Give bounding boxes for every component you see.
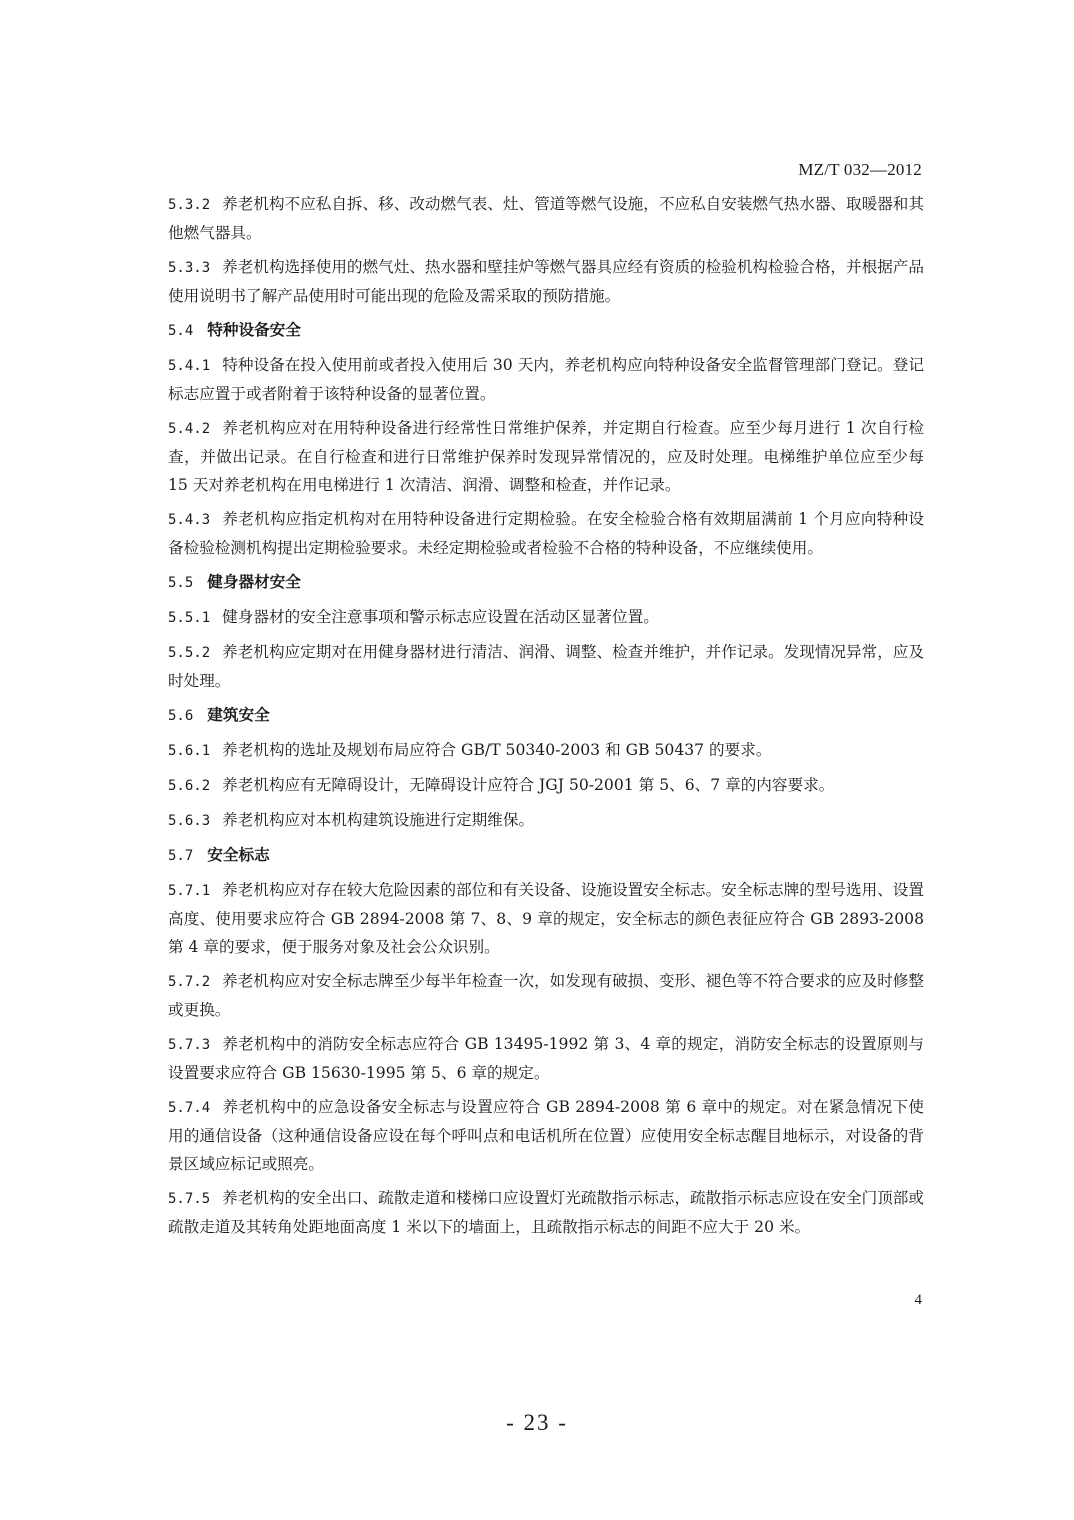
clause-number: 5.5.2 (168, 645, 211, 661)
section-number: 5.7 (168, 848, 194, 864)
section-title: 安全标志 (207, 845, 270, 864)
section-heading-5-6 (168, 701, 924, 730)
clause-number: 5.3.3 (168, 260, 211, 276)
clause-text: 养老机构的选址及规划布局应符合 GB/T 50340-2003 和 GB 50437 的要求。 (222, 741, 772, 759)
clause-5-7-4 (168, 1093, 924, 1178)
clause-text: 养老机构应有无障碍设计，无障碍设计应符合 JGJ 50-2001 第 5、6、7 章的内容要求。 (222, 776, 835, 794)
clause-5-6-2 (168, 771, 924, 800)
clause-text: 养老机构应对在用特种设备进行经常性日常维护保养，并定期自行检查。应至少每月进行 1 次自行检查，并做出记录。在自行检查和进行日常维护保养时发现异常情况的，应及时处理。电梯维护单位应至少每 15 天对养老机构在用电梯进行 1 次清洁、润滑、调整和检查，并作记录。 (168, 419, 924, 494)
clause-text: 养老机构应对安全标志牌至少每半年检查一次，如发现有破损、变形、褪色等不符合要求的应及时修整或更换。 (168, 972, 924, 1019)
section-heading-5-7 (168, 841, 924, 870)
clause-number: 5.6.3 (168, 813, 211, 829)
section-title: 建筑安全 (207, 705, 270, 724)
clause-5-3-3 (168, 253, 924, 310)
clause-5-3-2 (168, 190, 924, 247)
clause-5-6-3 (168, 806, 924, 835)
clause-5-5-1 (168, 603, 924, 632)
clause-text: 养老机构中的应急设备安全标志与设置应符合 GB 2894-2008 第 6 章中的规定。对在紧急情况下使用的通信设备（这种通信设备应设在每个呼叫点和电话机所在位置）应使用安全标志醒目地标示，对设备的背景区域应标记或照亮。 (168, 1098, 924, 1173)
clause-5-4-2 (168, 414, 924, 499)
clause-5-6-1 (168, 736, 924, 765)
section-number: 5.6 (168, 708, 194, 724)
sheet-number: - 23 - (506, 1410, 568, 1435)
clause-text: 养老机构应指定机构对在用特种设备进行定期检验。在安全检验合格有效期届满前 1 个月应向特种设备检验检测机构提出定期检验要求。未经定期检验或者检验不合格的特种设备，不应继续使用。 (168, 510, 924, 557)
clause-number: 5.7.5 (168, 1191, 211, 1207)
clause-number: 5.7.2 (168, 974, 211, 990)
document-code: MZ/T 032—2012 (798, 160, 922, 179)
page-number: 4 (914, 1292, 922, 1308)
clause-5-4-1 (168, 351, 924, 408)
clause-5-7-3 (168, 1030, 924, 1087)
section-title: 健身器材安全 (207, 572, 301, 591)
clause-text: 特种设备在投入使用前或者投入使用后 30 天内，养老机构应向特种设备安全监督管理部门登记。登记标志应置于或者附着于该特种设备的显著位置。 (168, 356, 924, 403)
clause-text: 养老机构选择使用的燃气灶、热水器和壁挂炉等燃气器具应经有资质的检验机构检验合格，并根据产品使用说明书了解产品使用时可能出现的危险及需采取的预防措施。 (168, 258, 924, 305)
clause-number: 5.7.1 (168, 883, 211, 899)
clause-number: 5.4.3 (168, 512, 211, 528)
clause-5-7-2 (168, 967, 924, 1024)
section-title: 特种设备安全 (207, 320, 301, 339)
clause-number: 5.7.3 (168, 1037, 211, 1053)
clause-text: 养老机构应对存在较大危险因素的部位和有关设备、设施设置安全标志。安全标志牌的型号选用、设置高度、使用要求应符合 GB 2894-2008 第 7、8、9 章的规定，安全标志的颜色表征应符合 GB 2893-2008 第 4 章的要求，便于服务对象及社会公众识别。 (168, 881, 924, 956)
clause-number: 5.7.4 (168, 1100, 211, 1116)
section-number: 5.4 (168, 323, 194, 339)
clause-text: 养老机构中的消防安全标志应符合 GB 13495-1992 第 3、4 章的规定，消防安全标志的设置原则与设置要求应符合 GB 15630-1995 第 5、6 章的规定。 (168, 1035, 924, 1082)
clause-5-7-5 (168, 1184, 924, 1241)
clause-text: 养老机构不应私自拆、移、改动燃气表、灶、管道等燃气设施，不应私自安装燃气热水器、取暖器和其他燃气器具。 (168, 195, 924, 242)
clause-number: 5.4.2 (168, 421, 211, 437)
clause-text: 健身器材的安全注意事项和警示标志应设置在活动区显著位置。 (222, 608, 659, 626)
clause-number: 5.6.1 (168, 743, 211, 759)
document-body (168, 190, 924, 1247)
clause-number: 5.5.1 (168, 610, 211, 626)
clause-5-5-2 (168, 638, 924, 695)
clause-5-4-3 (168, 505, 924, 562)
clause-text: 养老机构应对本机构建筑设施进行定期维保。 (222, 811, 535, 829)
section-number: 5.5 (168, 575, 194, 591)
section-heading-5-5 (168, 568, 924, 597)
clause-number: 5.6.2 (168, 778, 211, 794)
clause-number: 5.3.2 (168, 197, 211, 213)
clause-text: 养老机构的安全出口、疏散走道和楼梯口应设置灯光疏散指示标志，疏散指示标志应设在安全门顶部或疏散走道及其转角处距地面高度 1 米以下的墙面上，且疏散指示标志的间距不应大于 20 米。 (168, 1189, 924, 1236)
section-heading-5-4 (168, 316, 924, 345)
clause-text: 养老机构应定期对在用健身器材进行清洁、润滑、调整、检查并维护，并作记录。发现情况异常，应及时处理。 (168, 643, 924, 690)
clause-number: 5.4.1 (168, 358, 211, 374)
clause-5-7-1 (168, 876, 924, 961)
